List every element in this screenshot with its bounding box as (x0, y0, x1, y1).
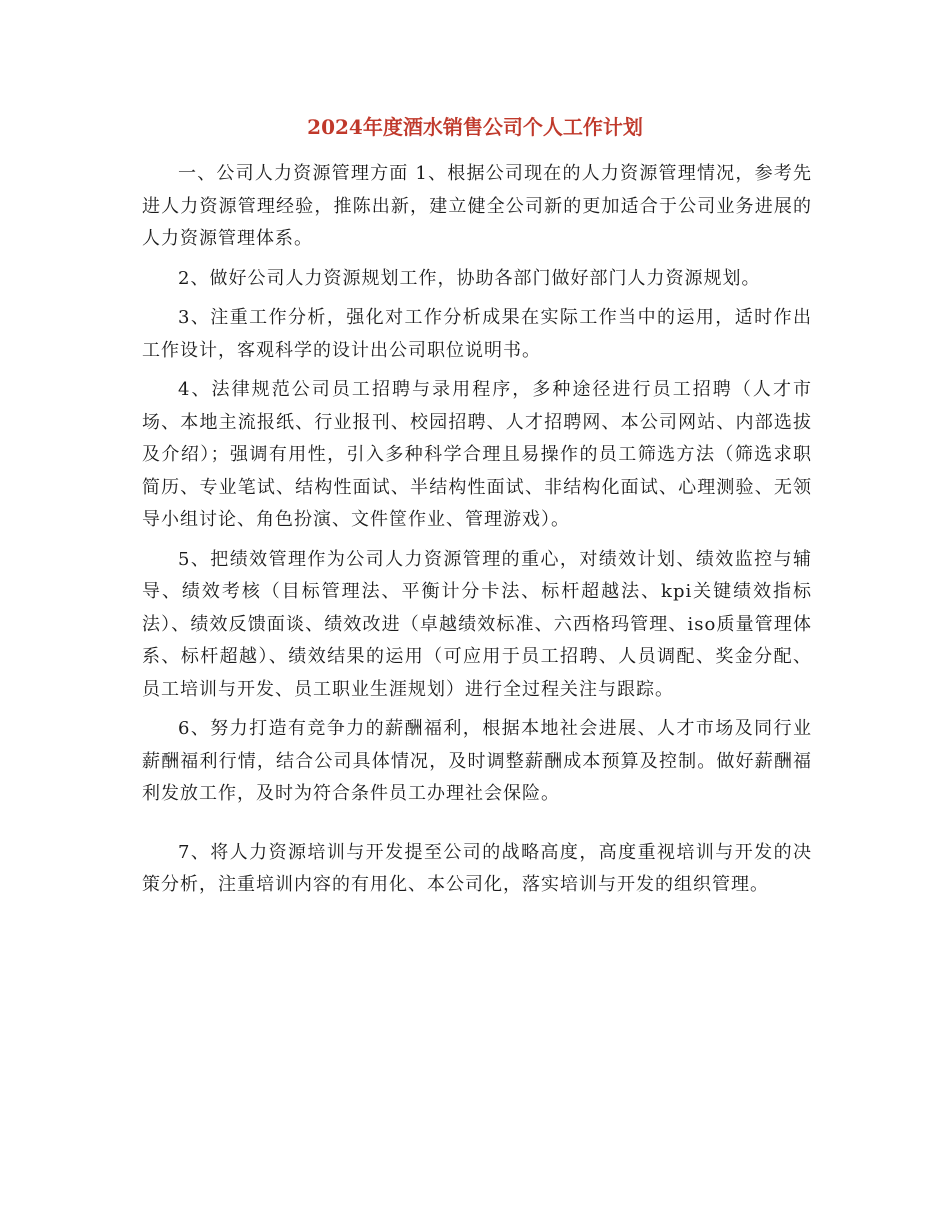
paragraph-7: 7、将人力资源培训与开发提至公司的战略高度，高度重视培训与开发的决策分析，注重培训内容的有用化、本公司化，落实培训与开发的组织管理。 (142, 841, 812, 895)
page-title: 2024年度酒水销售公司个人工作计划 (307, 115, 643, 139)
paragraph-5: 5、把绩效管理作为公司人力资源管理的重心，对绩效计划、绩效监控与辅导、绩效考核（目标管理法、平衡计分卡法、标杆超越法、kpi关键绩效指标法）、绩效反馈面谈、绩效改进（卓越绩效标准、六西格玛管理、iso质量管理体系、标杆超越）、绩效结果的运用（可应用于员工招聘、人员调配、奖金分配、员工培训与开发、员工职业生涯规划）进行全过程关注与跟踪。 (142, 548, 812, 700)
paragraph-2: 2、做好公司人力资源规划工作，协助各部门做好部门人力资源规划。 (178, 267, 761, 289)
paragraph-4: 4、法律规范公司员工招聘与录用程序，多种途径进行员工招聘（人才市场、本地主流报纸、行业报刊、校园招聘、人才招聘网、本公司网站、内部选拔及介绍）；强调有用性，引入多种科学合理且易操作的员工筛选方法（筛选求职简历、专业笔试、结构性面试、半结构性面试、非结构化面试、心理测验、无领导小组讨论、角色扮演、文件筐作业、管理游戏）。 (142, 379, 812, 530)
paragraph-1: 一、公司人力资源管理方面 1、根据公司现在的人力资源管理情况，参考先进人力资源管理经验，推陈出新，建立健全公司新的更加适合于公司业务进展的人力资源管理体系。 (142, 163, 812, 249)
paragraph-3: 3、注重工作分析，强化对工作分析成果在实际工作当中的运用，适时作出工作设计，客观科学的设计出公司职位说明书。 (142, 307, 812, 361)
document-body (142, 158, 812, 909)
paragraph-6: 6、努力打造有竞争力的薪酬福利，根据本地社会进展、人才市场及同行业薪酬福利行情，结合公司具体情况，及时调整薪酬成本预算及控制。做好薪酬福利发放工作，及时为符合条件员工办理社会保险。 (142, 718, 812, 804)
